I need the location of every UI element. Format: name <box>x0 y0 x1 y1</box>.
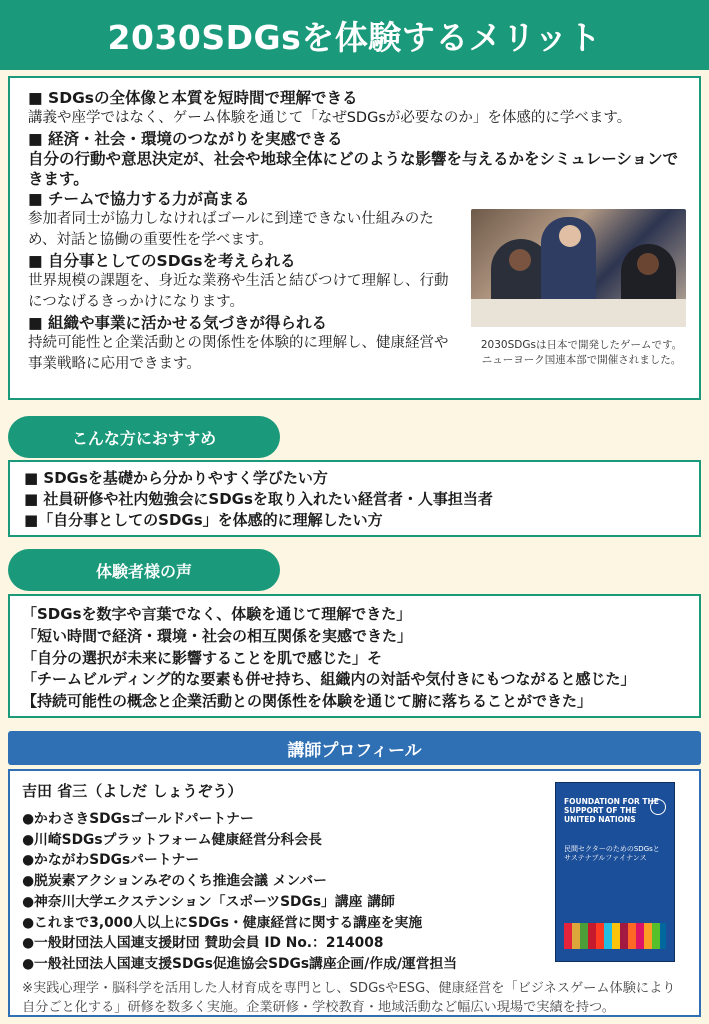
profile-item: ●一般財団法人国連支援財団 賛助会員 ID No.：214008 <box>22 935 384 952</box>
recommend-box <box>8 460 701 537</box>
photo-caption: 2030SDGsは日本で開発したゲームです。 ニューヨーク国連本部で開催されました。 <box>480 339 683 366</box>
book-cover-image <box>555 782 675 962</box>
page-title: 2030SDGsを体験するメリット <box>107 17 602 57</box>
profile-item: ●一般社団法人国連支援SDGs促進協会SDGs講座企画/作成/運営担当 <box>22 955 458 972</box>
recommend-item: ■ SDGsを基礎から分かりやすく学びたい方 <box>24 469 328 487</box>
voice-item: 「短い時間で経済・環境・社会の相互関係を実感できた」 <box>22 626 413 645</box>
merit-text: 講義や座学ではなく、ゲーム体験を通じて「なぜSDGsが必要なのか」を体感的に学べます。 <box>28 110 632 126</box>
profile-item: ●かながわSDGsパートナー <box>22 852 200 869</box>
book-title-jp: 民間セクターのためのSDGsとサステナブルファイナンス <box>564 845 660 862</box>
book-title-en: FOUNDATION FOR THE SUPPORT OF THE UNITED NATIONS <box>564 797 659 824</box>
profile-item: ●川崎SDGsプラットフォーム健康経営分科会長 <box>22 831 322 848</box>
profile-heading: 講師プロフィール <box>8 731 701 765</box>
voices-heading: 体験者様の声 <box>8 549 280 591</box>
voice-item: 「SDGsを数字や言葉でなく、体験を通じて理解できた」 <box>22 605 412 623</box>
voice-item: 【持続可能性の概念と企業活動との関係性を体験を通じて腑に落ちることができた」 <box>22 692 593 711</box>
recommend-item: ■ 社員研修や社内勉強会にSDGsを取り入れたい経営者・人事担当者 <box>24 490 493 508</box>
merit-heading: ■ 組織や事業に活かせる気づきが得られる <box>28 314 328 332</box>
merit-heading: ■ SDGsの全体像と本質を短時間で理解できる <box>28 89 358 107</box>
merit-heading: ■ 経済・社会・環境のつながりを実感できる <box>28 130 343 148</box>
voice-item: 「自分の選択が未来に影響することを肌で感じた」そ <box>22 648 383 667</box>
recommend-item: ■「自分事としてのSDGs」を体感的に理解したい方 <box>24 511 383 529</box>
un-event-photo <box>471 209 686 327</box>
merit-text: 自分の行動や意思決定が、社会や地球全体にどのような影響を与えるかをシミュレーションできます。 <box>28 150 679 188</box>
profile-item: ●かわさきSDGsゴールドパートナー <box>22 811 254 827</box>
title-banner <box>0 0 709 70</box>
voice-item: 「チームビルディング的な要素も併せ持ち、組織内の対話や気付きにもつながると感じた」 <box>22 670 636 689</box>
profile-item: ●神奈川大学エクステンション「スポーツSDGs」講座 講師 <box>22 893 395 910</box>
profile-name: 吉田 省三（よしだ しょうぞう） <box>22 782 243 800</box>
profile-item: ●脱炭素アクションみぞのくち推進会議 メンバー <box>22 873 327 890</box>
recommend-heading: こんな方におすすめ <box>8 416 280 458</box>
merit-text: 持続可能性と企業活動との関係性を体験的に理解し、健康経営や事業戦略に応用できます。 <box>28 335 449 372</box>
merit-text: 参加者同士が協力しなければゴールに到達できない仕組みのため、対話と協働の重要性を学べます。 <box>28 211 434 248</box>
merit-text: 世界規模の課題を、身近な業務や生活と結びつけて理解し、行動につなげるきっかけになります。 <box>28 273 449 310</box>
profile-note: ※実践心理学・脳科学を活用した人材育成を専門とし、SDGsやESG、健康経営を「ビジネスゲーム体験により自分ごと化する」研修を数多く実施。企業研修・学校教育・地域活動など幅広い現場で実績を持つ。 <box>22 980 676 1015</box>
merit-heading: ■ 自分事としてのSDGsを考えられる <box>28 252 296 270</box>
un-logo-icon <box>650 799 666 815</box>
profile-item: ●これまで3,000人以上にSDGs・健康経営に関する講座を実施 <box>22 914 423 931</box>
sdgs-color-grid <box>564 923 666 949</box>
merit-heading: ■ チームで協力する力が高まる <box>28 190 250 208</box>
voices-box <box>8 594 701 718</box>
